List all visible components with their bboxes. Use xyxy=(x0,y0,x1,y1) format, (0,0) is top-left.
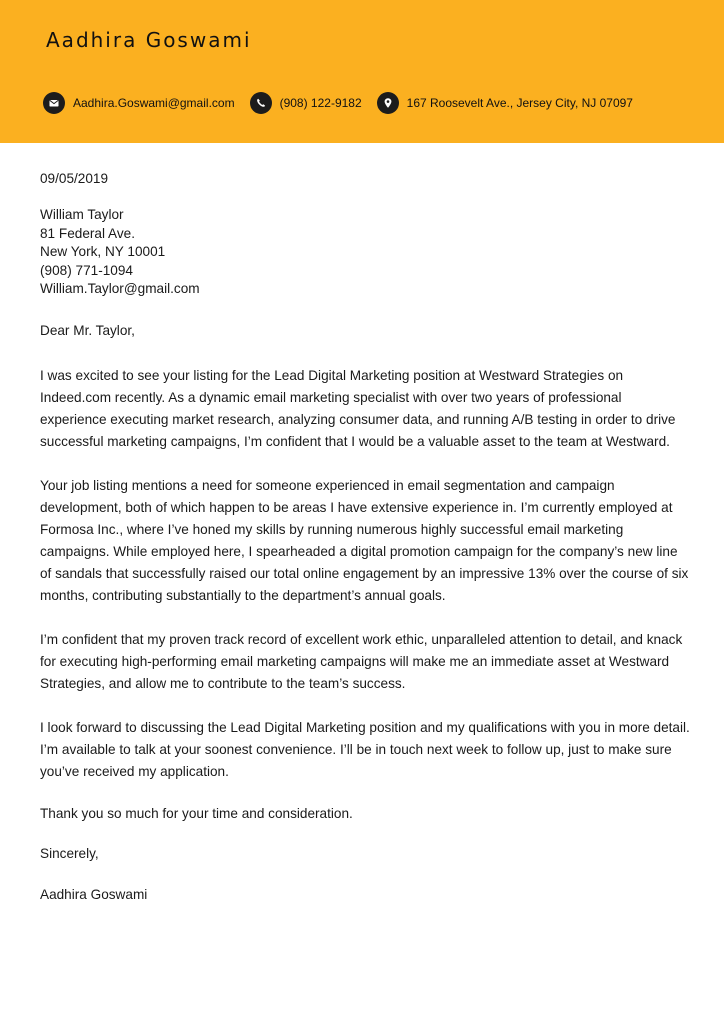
paragraph-followup: I look forward to discussing the Lead Digital Marketing position and my qualifications with you in more detail. I’m available to talk at your soonest convenience. I’ll be in touch next week to follow up, just to make sure you’ve received my application. xyxy=(40,719,690,779)
sender-phone[interactable]: (908) 122-9182 xyxy=(279,96,362,110)
letter-body xyxy=(40,170,690,904)
paragraph-experience: Your job listing mentions a need for someone experienced in email segmentation and campaign development, both of which happen to be areas I have extensive experience in. I’m currently employed at Formosa Inc., where I’ve honed my skills by running numerous highly successful email marketing campaigns. While employed here, I spearheaded a digital promotion campaign for the company’s new line of sandals that successfully raised our total online engagement by an impressive 13% over the course of six months, contributing substantially to the department’s annual goals. xyxy=(40,477,689,603)
contact-row xyxy=(43,91,633,115)
letter-date: 09/05/2019 xyxy=(40,171,109,186)
contact-phone xyxy=(250,92,362,114)
recipient-name: William Taylor xyxy=(40,207,124,223)
contact-email xyxy=(43,92,235,114)
signoff: Sincerely, xyxy=(40,846,99,862)
closing-thanks: Thank you so much for your time and consideration. xyxy=(40,805,353,821)
signature-name: Aadhira Goswami xyxy=(40,886,148,902)
contact-address xyxy=(377,92,633,114)
recipient-street: 81 Federal Ave. xyxy=(40,225,135,241)
paragraph-confidence: I’m confident that my proven track record of excellent work ethic, unparalleled attention to detail, and knack for executing high-performing email marketing campaigns will make me an immediate asset at Westward Strategies, and allow me to contribute to the team’s success. xyxy=(40,631,683,691)
recipient-email: William.Taylor@gmail.com xyxy=(40,281,200,297)
phone-icon xyxy=(250,92,272,114)
recipient-city: New York, NY 10001 xyxy=(40,244,166,260)
sender-email[interactable]: Aadhira.Goswami@gmail.com xyxy=(73,96,235,110)
header-banner xyxy=(0,0,724,143)
recipient-phone: (908) 771-1094 xyxy=(40,262,133,278)
sender-name: Aadhira Goswami xyxy=(46,28,252,52)
recipient-block xyxy=(40,206,690,298)
paragraph-intro: I was excited to see your listing for the Lead Digital Marketing position at Westward Strategies on Indeed.com recently. As a dynamic email marketing specialist with over two years of professional experience executing market research, analyzing consumer data, and running A/B testing in order to drive successful marketing campaigns, I’m confident that I would be a valuable asset to the team at Westward. xyxy=(40,367,676,449)
sender-address: 167 Roosevelt Ave., Jersey City, NJ 07097 xyxy=(406,96,633,110)
location-pin-icon xyxy=(377,92,399,114)
email-icon xyxy=(43,92,65,114)
salutation: Dear Mr. Taylor, xyxy=(40,323,135,339)
